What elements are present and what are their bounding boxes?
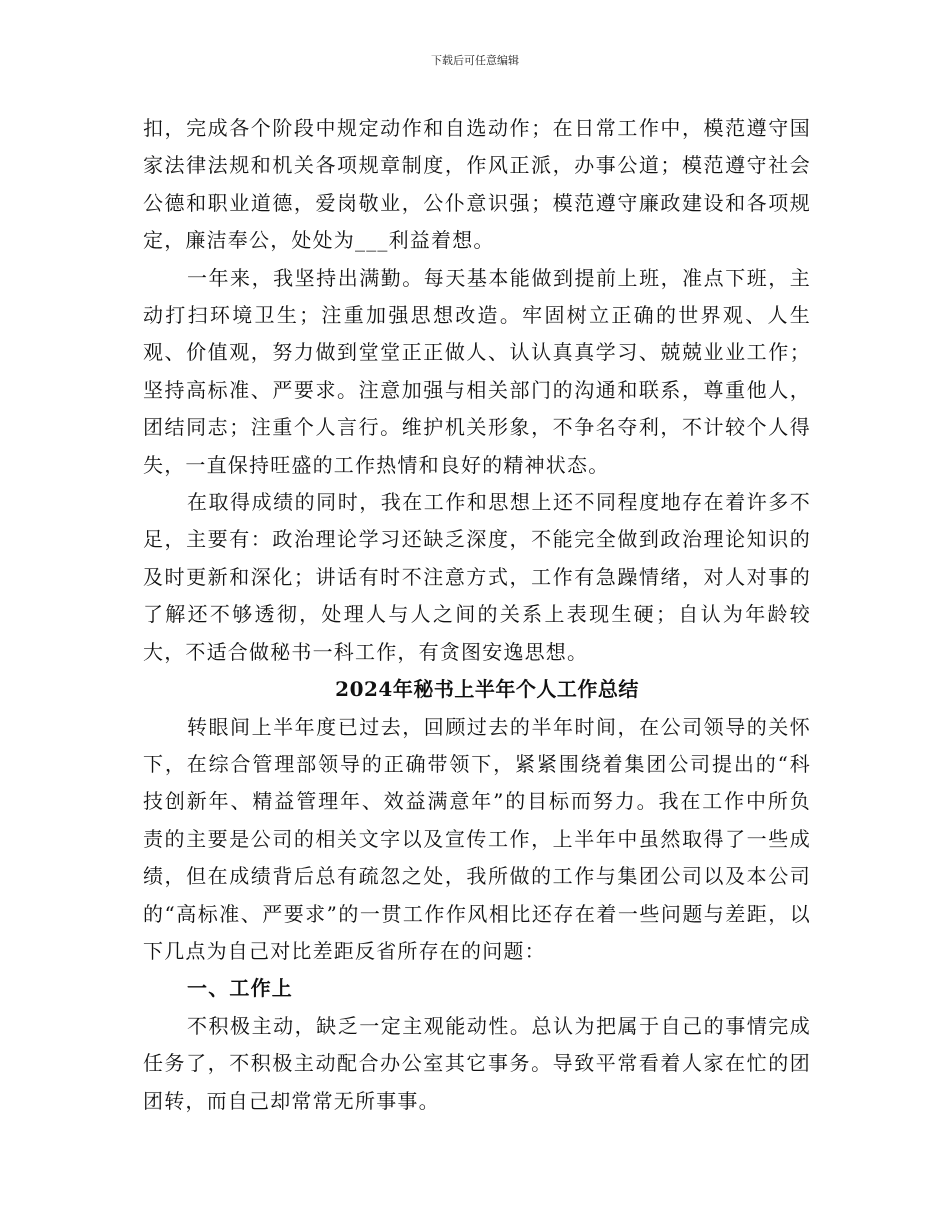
- document-title: 2024年秘书上半年个人工作总结: [335, 677, 639, 702]
- paragraph-attendance: 一年来，我坚持出满勤。每天基本能做到提前上班，准点下班，主动打扫环境卫生；注重加强思想改造。牢固树立正确的世界观、人生观、价值观，努力做到堂堂正正做人、认认真真学习、兢兢业业工作；坚持高标准、严要求。注意加强与相关部门的沟通和联系，尊重他人，团结同志；注重个人言行。维护机关形象，不争名夺利，不计较个人得失，一直保持旺盛的工作热情和良好的精神状态。: [143, 265, 811, 477]
- paragraph-work-issue: 不积极主动，缺乏一定主观能动性。总认为把属于自己的事情完成任务了，不积极主动配合办公室其它事务。导致平常看着人家在忙的团团转，而自己却常常无所事事。: [143, 1013, 811, 1113]
- paragraph-intro: 转眼间上半年度已过去，回顾过去的半年时间，在公司领导的关怀下，在综合管理部领导的正确带领下，紧紧围绕着集团公司提出的“科技创新年、精益管理年、效益满意年”的目标而努力。我在工作中所负责的主要是公司的相关文字以及宣传工作，上半年中虽然取得了一些成绩，但在成绩背后总有疏忽之处，我所做的工作与集团公司以及本公司的“高标准、严要求”的一贯工作作风相比还存在着一些问题与差距，以下几点为自己对比差距反省所存在的问题：: [143, 714, 811, 963]
- paragraph-continuation: 扣，完成各个阶段中规定动作和自选动作；在日常工作中，模范遵守国家法律法规和机关各项规章制度，作风正派，办事公道；模范遵守社会公德和职业道德，爱岗敬业，公仆意识强；模范遵守廉政建设和各项规定，廉洁奉公，处处为___利益着想。: [143, 116, 811, 253]
- paragraph-shortcomings: 在取得成绩的同时，我在工作和思想上还不同程度地存在着许多不足，主要有：政治理论学习还缺乏深度，不能完全做到政治理论知识的及时更新和深化；讲话有时不注意方式，工作有急躁情绪，对人对事的了解还不够透彻，处理人与人之间的关系上表现生硬；自认为年龄较大，不适合做秘书一科工作，有贪图安逸思想。: [143, 490, 811, 664]
- page-header-note: 下载后可任意编辑: [431, 54, 519, 67]
- section-heading-work: 一、工作上: [187, 976, 293, 1001]
- document-body: [143, 110, 811, 1120]
